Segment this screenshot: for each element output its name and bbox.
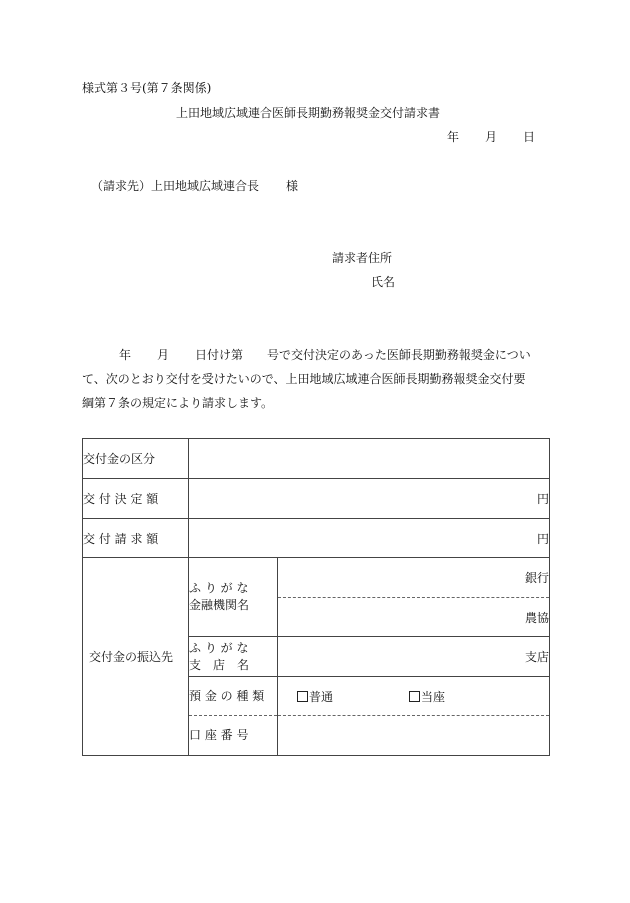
statement-line-1 bbox=[82, 343, 552, 367]
requester-address-label: 請求者住所 bbox=[332, 251, 393, 265]
branch-field[interactable] bbox=[278, 637, 550, 677]
grant-form-table bbox=[82, 438, 550, 756]
category-label: 交付金の区分 bbox=[83, 439, 189, 479]
branch-label bbox=[189, 637, 278, 677]
branch-label-text: 支 店 名 bbox=[189, 657, 250, 672]
decided-amount-yen: 円 bbox=[536, 492, 549, 506]
requester-name-label: 氏名 bbox=[371, 275, 396, 289]
bank-furigana-label: ふ り が な bbox=[189, 581, 249, 595]
date-month-label: 月 bbox=[485, 130, 498, 144]
deposit-type-field bbox=[278, 677, 550, 716]
requested-amount-yen: 円 bbox=[536, 531, 549, 546]
row-requested-amount bbox=[83, 519, 550, 558]
date-year-label: 年 bbox=[447, 130, 460, 144]
requested-amount-label: 交 付 請 求 額 bbox=[83, 519, 189, 558]
category-field[interactable] bbox=[189, 439, 550, 479]
bank-name-label bbox=[189, 558, 278, 637]
row-category bbox=[83, 439, 550, 479]
current-checkbox[interactable] bbox=[409, 691, 420, 702]
decided-amount-field[interactable] bbox=[189, 479, 550, 519]
deposit-ordinary-option[interactable] bbox=[297, 688, 333, 705]
requested-amount-field[interactable] bbox=[189, 519, 550, 558]
document-title: 上田地域広域連合医師長期勤務報奨金交付請求書 bbox=[176, 106, 441, 120]
coop-name-field[interactable] bbox=[278, 598, 550, 637]
account-number-label: 口 座 番 号 bbox=[189, 716, 278, 756]
current-label: 当座 bbox=[421, 689, 446, 704]
coop-suffix: 農協 bbox=[524, 610, 549, 625]
bank-suffix: 銀行 bbox=[524, 571, 549, 585]
branch-suffix: 支店 bbox=[524, 650, 549, 664]
deposit-current-option[interactable] bbox=[409, 688, 445, 705]
addressee: （請求先）上田地域広域連合長 bbox=[91, 179, 260, 193]
bank-name-label-text: 金融機関名 bbox=[189, 598, 250, 612]
statement-dated-no: 日付け第 bbox=[195, 348, 244, 362]
ordinary-label: 普通 bbox=[309, 689, 334, 704]
statement-month: 月 bbox=[157, 348, 170, 362]
row-decided-amount bbox=[83, 479, 550, 519]
deposit-type-label: 預 金 の 種 類 bbox=[189, 677, 278, 716]
ordinary-checkbox[interactable] bbox=[297, 691, 308, 702]
statement-line-2: て、次のとおり交付を受けたいので、上田地域広域連合医師長期勤務報奨金交付要 bbox=[82, 372, 526, 386]
bank-name-field[interactable] bbox=[278, 558, 550, 598]
branch-furigana-label: ふ り が な bbox=[189, 640, 249, 655]
account-number-field[interactable] bbox=[278, 716, 550, 756]
addressee-honorific: 様 bbox=[286, 179, 299, 193]
transfer-label: 交付金の振込先 bbox=[83, 558, 189, 756]
statement-year: 年 bbox=[119, 348, 132, 362]
request-statement bbox=[82, 343, 552, 415]
form-number: 様式第３号(第７条関係) bbox=[82, 81, 212, 95]
row-bank-1 bbox=[83, 558, 550, 598]
date-day-label: 日 bbox=[523, 130, 536, 144]
statement-line1-rest: 号で交付決定のあった医師長期勤務報奨金につい bbox=[267, 348, 531, 362]
decided-amount-label: 交 付 決 定 額 bbox=[83, 479, 189, 519]
statement-line-3: 綱第７条の規定により請求します。 bbox=[82, 396, 274, 410]
